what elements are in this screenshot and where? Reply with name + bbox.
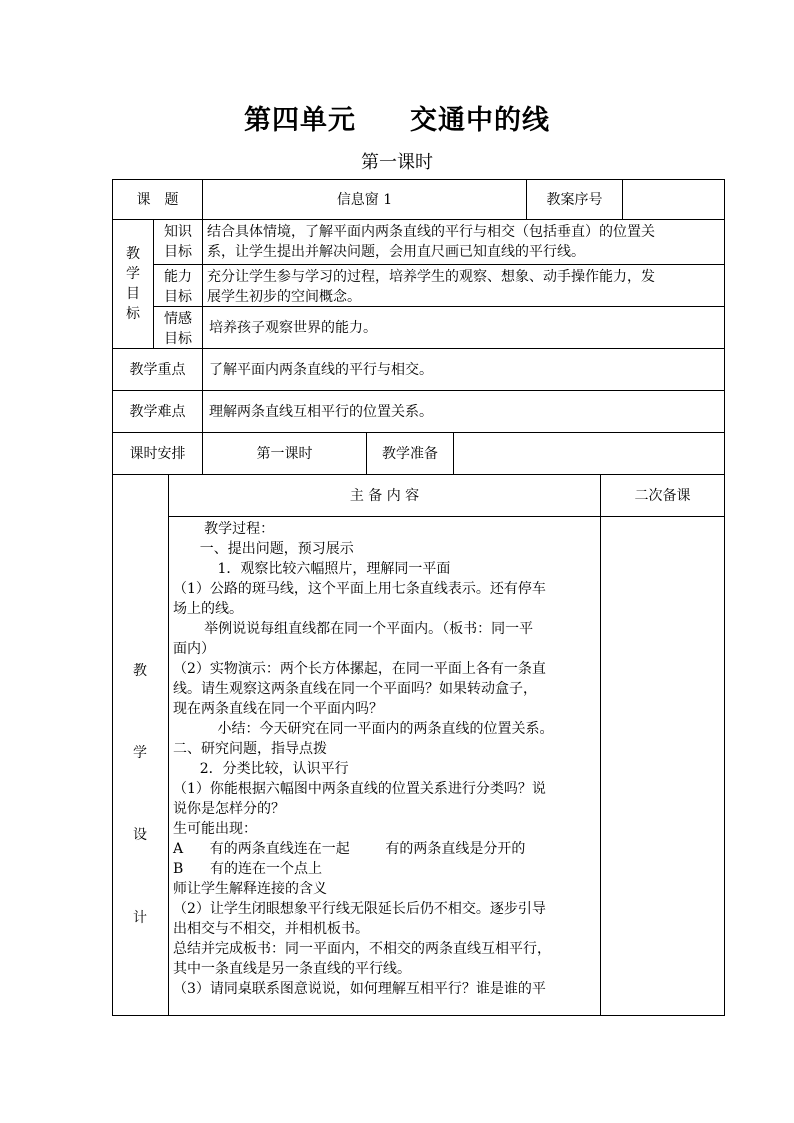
second-prep-body [600, 516, 725, 1016]
design-label-char: 教 [133, 663, 147, 679]
difficulty: 理解两条直线互相平行的位置关系。 [209, 403, 433, 420]
content-line: 一、提出问题，预习展示 [173, 541, 354, 557]
plan-no-label: 教案序号 [546, 191, 603, 208]
content-line: （3）请同桌联系图意说说，如何理解互相平行？谁是谁的平 [173, 981, 546, 997]
goals-label-char: 教 [126, 246, 140, 262]
topic-value: 信息窗 1 [336, 191, 393, 208]
design-label-char: 计 [133, 910, 147, 926]
content-line: 其中一条直线是另一条直线的平行线。 [173, 961, 411, 977]
content-line: 1．观察比较六幅照片，理解同一平面 [173, 561, 451, 577]
schedule-label: 课时安排 [129, 445, 186, 462]
key-point-cell [202, 348, 725, 391]
content-line: 说你是怎样分的？ [173, 801, 285, 817]
ability-goal-text: 充分让学生参与学习的过程，培养学生的观察、想象、动手操作能力，发 展学生初步的空间概念。 [202, 264, 725, 307]
content-line: 小结：今天研究在同一平面内的两条直线的位置关系。 [173, 721, 554, 737]
ability-goal-label: 能力 目标 [153, 264, 203, 307]
plan-no-label-cell [526, 179, 623, 220]
content-line: 教学过程： [173, 521, 275, 537]
goals-label-cell [112, 219, 154, 349]
knowledge-goal-text: 结合具体情境，了解平面内两条直线的平行与相交（包括垂直）的位置关 系，让学生提出并解决问题，会用直尺画已知直线的平行线。 [202, 219, 725, 265]
content-line: 面内） [173, 641, 215, 657]
unit-topic: 交通中的线 [410, 105, 550, 136]
content-line: （1）你能根据六幅图中两条直线的位置关系进行分类吗？说 [173, 781, 546, 797]
knowledge-goal-label: 知识 目标 [153, 219, 203, 265]
content-line: （1）公路的斑马线，这个平面上用七条直线表示。还有停车 [173, 581, 546, 597]
difficulty-cell [202, 390, 725, 433]
content-line: 二、研究问题，指导点拨 [173, 741, 327, 757]
emotion-goal-label: 情感 目标 [153, 306, 203, 349]
lesson-plan-table [112, 179, 725, 1016]
key-point: 了解平面内两条直线的平行与相交。 [209, 361, 433, 378]
key-point-label-cell [112, 348, 203, 391]
prep-label-cell [366, 432, 454, 475]
design-label-char: 设 [133, 827, 147, 843]
prep-value-cell [453, 432, 725, 475]
content-line: 出相交与不相交，并相机板书。 [173, 921, 369, 937]
key-point-label: 教学重点 [129, 361, 186, 378]
schedule-value-cell [202, 432, 367, 475]
content-line: 线。请生观察这两条直线在同一个平面吗？如果转动盒子， [173, 681, 537, 697]
design-label-char: 学 [133, 745, 147, 761]
content-line: 举例说说每组直线都在同一个平面内。（板书：同一平 [173, 621, 534, 637]
schedule-value: 第一课时 [256, 445, 313, 462]
content-line: 总结并完成板书：同一平面内，不相交的两条直线互相平行， [173, 941, 551, 957]
plan-no-value-cell [622, 179, 725, 220]
content-line: 场上的线。 [173, 601, 243, 617]
emotion-goal-text: 培养孩子观察世界的能力。 [202, 306, 725, 349]
content-line: 师让学生解释连接的含义 [173, 881, 327, 897]
topic-value-cell [202, 179, 527, 220]
content-line: 现在两条直线在同一个平面内吗？ [173, 701, 383, 717]
unit-number: 第四单元 [244, 105, 356, 136]
difficulty-label: 教学难点 [129, 403, 186, 420]
goals-label-char: 目 [126, 286, 140, 302]
prep-label: 教学准备 [382, 445, 438, 462]
second-prep-header: 二次备课 [600, 474, 725, 517]
schedule-label-cell [112, 432, 203, 475]
difficulty-label-cell [112, 390, 203, 433]
main-content-body [168, 516, 601, 1016]
content-line: （2）让学生闭眼想象平行线无限延长后仍不相交。逐步引导 [173, 901, 546, 917]
design-label-cell [112, 474, 169, 1016]
topic-label-cell [112, 179, 203, 220]
lesson-subtitle: 第一课时 [361, 152, 433, 173]
goals-label-char: 学 [126, 266, 140, 282]
content-line: A 有的两条直线连在一起 有的两条直线是分开的 [173, 841, 526, 857]
content-line: （2）实物演示：两个长方体摞起，在同一平面上各有一条直 [173, 661, 546, 677]
goals-label-char: 标 [126, 306, 140, 322]
content-line: B 有的连在一个点上 [173, 861, 322, 877]
unit-title [0, 98, 794, 137]
content-line: 2．分类比较，认识平行 [173, 761, 349, 777]
content-line: 生可能出现： [173, 821, 257, 837]
topic-label: 课 题 [136, 191, 179, 208]
main-content-header: 主 备 内 容 [168, 474, 601, 517]
